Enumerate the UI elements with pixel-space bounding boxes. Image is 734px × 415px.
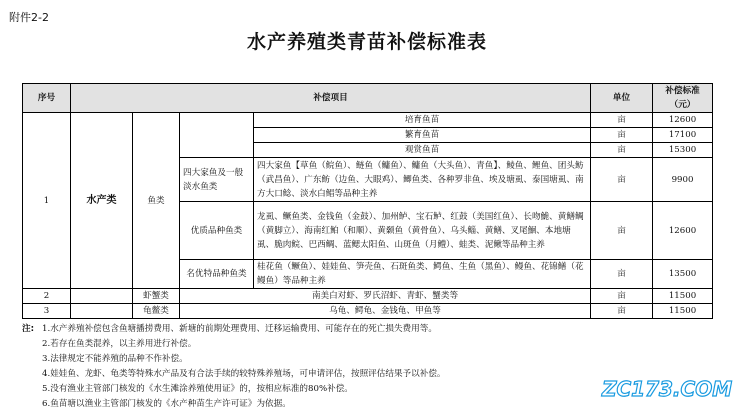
note-item <box>22 397 622 412</box>
notes-section <box>22 322 622 412</box>
group-cell: 名优特品种鱼类 <box>180 260 254 289</box>
price-cell: 15300 <box>653 143 713 158</box>
category-cell: 龟鳖类 <box>133 304 180 319</box>
species-cell: 乌龟、鳄龟、金钱龟、甲鱼等 <box>180 304 591 319</box>
unit-cell: 亩 <box>591 202 653 260</box>
note-text: 4.娃娃鱼、龙虾、龟类等特殊水产品及有合法手续的较特殊养殖场，可申请评估，按照评估结果予以补偿。 <box>42 369 446 379</box>
category-cell: 水产类 <box>71 113 133 289</box>
note-text: 2.若存在鱼类混养，以主养用进行补偿。 <box>42 339 197 349</box>
note-item <box>22 382 622 397</box>
note-text: 1.水产养殖补偿包含鱼塘播捞费用、新塘的前期处理费用、迁移运输费用、可能存在的死亡损失费用等。 <box>42 324 437 334</box>
table-row <box>23 113 713 128</box>
species-cell: 培育鱼苗 <box>254 113 591 128</box>
header-item: 补偿项目 <box>71 84 591 113</box>
price-cell: 12600 <box>653 202 713 260</box>
empty-cell <box>71 304 133 319</box>
fish-label-cell: 鱼类 <box>133 113 180 289</box>
empty-cell <box>71 289 133 304</box>
note-item <box>22 367 622 382</box>
species-cell: 繁育鱼苗 <box>254 128 591 143</box>
row-seq: 2 <box>23 289 71 304</box>
note-item <box>22 322 622 337</box>
note-item <box>22 352 622 367</box>
unit-cell: 亩 <box>591 128 653 143</box>
species-cell: 龙虱、鳜鱼类、金钱鱼（金鼓）、加州鲈、宝石鲈、红鼓（美国红鱼）、长吻鮠、黄鳝鲷（黄脚立）、海南红鲌（和顺）、黄颡鱼（黄骨鱼）、乌头鲻、黄鳝、叉尾鮰、本地塘虱、脆肉鲩、巴西鲷、蓝鳃太阳鱼、山斑鱼（月鳢）、蛙类、泥鳅等品种主养 <box>254 202 591 260</box>
empty-cell <box>180 113 254 158</box>
price-cell: 11500 <box>653 304 713 319</box>
price-cell: 12600 <box>653 113 713 128</box>
species-cell: 观赏鱼苗 <box>254 143 591 158</box>
attachment-label: 附件2-2 <box>9 11 49 24</box>
header-seq: 序号 <box>23 84 71 113</box>
table-row <box>23 289 713 304</box>
note-text: 5.没有渔业主管部门核发的《水生滩涂养殖使用证》的，按相应标准的80%补偿。 <box>42 384 353 394</box>
species-cell: 南美白对虾、罗氏沼虾、青虾、蟹类等 <box>180 289 591 304</box>
unit-cell: 亩 <box>591 143 653 158</box>
table-row <box>23 304 713 319</box>
species-cell: 四大家鱼【草鱼（鲩鱼）、鲢鱼（鳙鱼）、鳙鱼（大头鱼）、青鱼】、鲮鱼、鲤鱼、团头鲂（武昌鱼）、广东鲂（边鱼、大眼鸡）、鲫鱼类、各种罗非鱼、埃及塘虱、泰国塘虱、南方大口鲶、淡水白鲳等品种主养 <box>254 158 591 202</box>
unit-cell: 亩 <box>591 304 653 319</box>
unit-cell: 亩 <box>591 113 653 128</box>
row-seq: 3 <box>23 304 71 319</box>
unit-cell: 亩 <box>591 289 653 304</box>
table-header-row <box>23 84 713 113</box>
header-standard: 补偿标准（元） <box>653 84 713 113</box>
group-cell: 优质品种鱼类 <box>180 202 254 260</box>
note-text: 3.法律规定不能养殖的品种不作补偿。 <box>42 354 188 364</box>
row-seq: 1 <box>23 113 71 289</box>
unit-cell: 亩 <box>591 260 653 289</box>
price-cell: 17100 <box>653 128 713 143</box>
group-cell: 四大家鱼及一般淡水鱼类 <box>180 158 254 202</box>
price-cell: 11500 <box>653 289 713 304</box>
note-item <box>22 337 622 352</box>
species-cell: 桂花鱼（鳜鱼）、娃娃鱼、笋壳鱼、石斑鱼类、鳄鱼、生鱼（黑鱼）、鳗鱼、花锦鳝（花鳗鱼）等品种主养 <box>254 260 591 289</box>
watermark-text: ZC173.COM <box>602 377 733 401</box>
price-cell: 13500 <box>653 260 713 289</box>
category-cell: 虾蟹类 <box>133 289 180 304</box>
notes-label: 注: <box>22 324 35 334</box>
note-text: 6.鱼苗塘以渔业主管部门核发的《水产种苗生产许可证》为依据。 <box>42 399 291 409</box>
header-unit: 单位 <box>591 84 653 113</box>
compensation-table <box>22 83 713 319</box>
unit-cell: 亩 <box>591 158 653 202</box>
page-title: 水产养殖类青苗补偿标准表 <box>246 31 487 53</box>
price-cell: 9900 <box>653 158 713 202</box>
watermark-logo <box>600 370 733 404</box>
